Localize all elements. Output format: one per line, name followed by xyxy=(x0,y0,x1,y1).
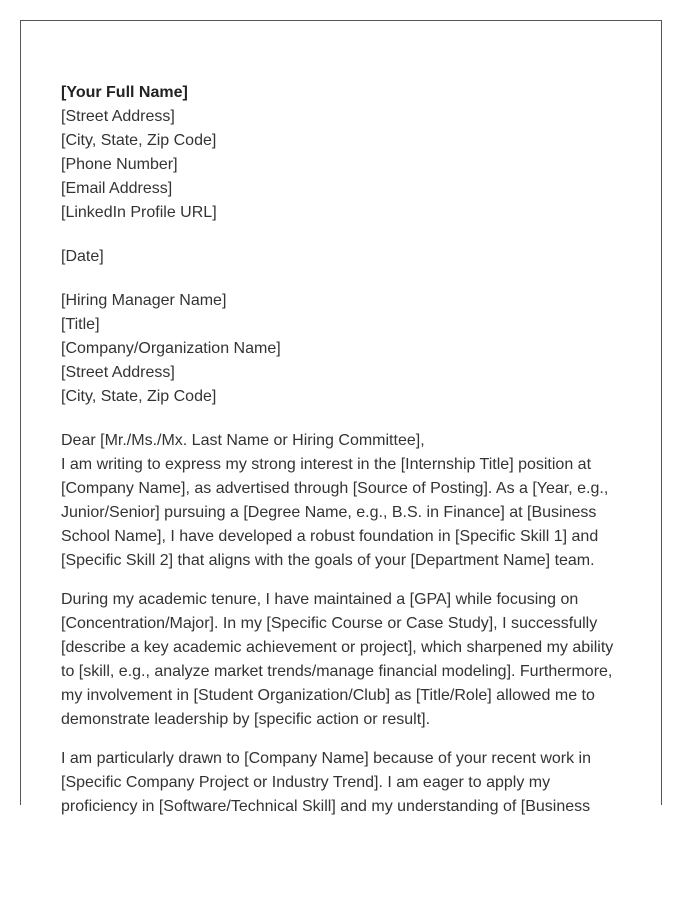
body-paragraph-3: I am particularly drawn to [Company Name] because of your recent work in [Specific Company Project or Industry Trend]. I am eager to apply my proficiency in [Software/Technical Skill] and my understanding of [Business xyxy=(61,750,592,815)
spacer xyxy=(61,409,621,429)
sender-street: [Street Address] xyxy=(61,108,175,125)
recipient-city: [City, State, Zip Code] xyxy=(61,388,217,405)
recipient-manager: [Hiring Manager Name] xyxy=(61,292,227,309)
body-paragraph-1: I am writing to express my strong interest in the [Internship Title] position at [Company Name], as advertised through [Source of Posting]. As a [Year, e.g., Junior/Senior] pursuing a [Degree Name, e.g., B.S. in Finance] at [Business School Name], I have developed a robust foundation in [Specific Skill 1] and [Specific Skill 2] that aligns with the goals of your [Department Name] team. xyxy=(61,456,609,569)
sender-linkedin: [LinkedIn Profile URL] xyxy=(61,204,217,221)
recipient-block xyxy=(61,289,621,409)
sender-block xyxy=(61,81,621,225)
sender-name: [Your Full Name] xyxy=(61,84,188,101)
recipient-company: [Company/Organization Name] xyxy=(61,340,281,357)
salutation: Dear [Mr./Ms./Mx. Last Name or Hiring Committee], xyxy=(61,432,425,449)
body-paragraph-2: During my academic tenure, I have maintained a [GPA] while focusing on [Concentration/Major]. In my [Specific Course or Case Study], I successfully [describe a key academic achievement or project], which sharpened my ability to [skill, e.g., analyze market trends/manage financial modeling]. Furthermore, my involvement in [Student Organization/Club] as [Title/Role] allowed me to demonstrate leadership by [specific action or result]. xyxy=(61,591,614,728)
spacer xyxy=(61,225,621,245)
spacer xyxy=(61,269,621,289)
document-page xyxy=(20,20,662,815)
sender-city: [City, State, Zip Code] xyxy=(61,132,217,149)
recipient-street: [Street Address] xyxy=(61,364,175,381)
sender-email: [Email Address] xyxy=(61,180,173,197)
sender-phone: [Phone Number] xyxy=(61,156,178,173)
letter-date: [Date] xyxy=(61,248,104,265)
cover-letter xyxy=(61,81,621,834)
recipient-title: [Title] xyxy=(61,316,100,333)
